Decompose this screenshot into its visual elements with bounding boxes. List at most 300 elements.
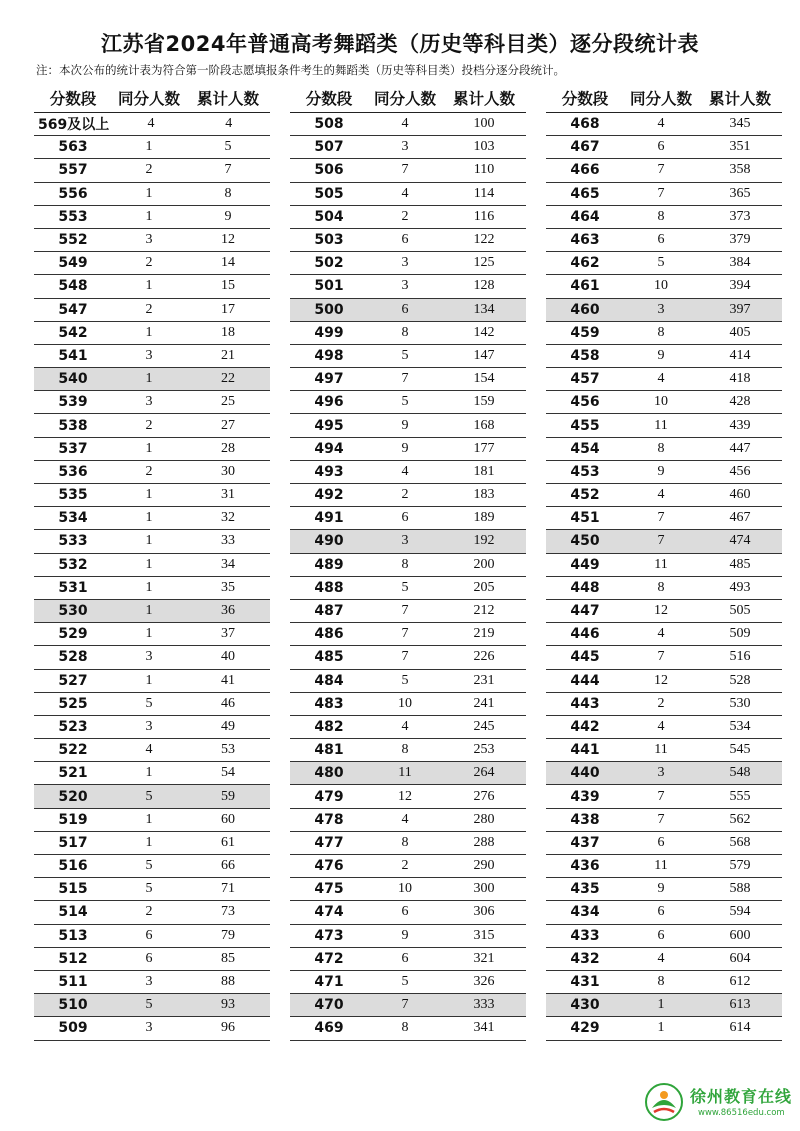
table-row bbox=[34, 785, 270, 808]
cumulative-cell: 183 bbox=[473, 487, 495, 503]
table-row bbox=[34, 484, 270, 507]
score-cell: 479 bbox=[314, 788, 344, 805]
score-cell: 454 bbox=[570, 440, 600, 457]
header-cumulative: 累计人数 bbox=[196, 90, 259, 108]
score-cell: 466 bbox=[570, 162, 600, 179]
score-cell: 516 bbox=[58, 858, 88, 875]
cumulative-cell: 200 bbox=[473, 556, 495, 572]
score-cell: 529 bbox=[58, 626, 88, 643]
table-row bbox=[290, 484, 526, 507]
cumulative-cell: 46 bbox=[221, 695, 235, 711]
score-cell: 532 bbox=[58, 556, 88, 573]
same-count-cell: 8 bbox=[657, 579, 665, 595]
score-cell: 493 bbox=[314, 463, 344, 480]
table-row bbox=[290, 994, 526, 1017]
table-row bbox=[34, 136, 270, 159]
table-row bbox=[34, 322, 270, 345]
score-cell: 547 bbox=[58, 301, 88, 318]
same-count-cell: 1 bbox=[145, 510, 153, 526]
cumulative-cell: 66 bbox=[221, 858, 235, 874]
table-row bbox=[290, 739, 526, 762]
cumulative-cell: 460 bbox=[729, 487, 751, 503]
cumulative-cell: 379 bbox=[729, 232, 751, 248]
cumulative-cell: 73 bbox=[221, 904, 235, 920]
score-cell: 430 bbox=[570, 997, 600, 1014]
table-header bbox=[290, 84, 526, 113]
same-count-cell: 11 bbox=[654, 858, 668, 874]
table-row bbox=[290, 159, 526, 182]
table-row bbox=[546, 901, 782, 924]
table-row bbox=[546, 925, 782, 948]
same-count-cell: 8 bbox=[657, 440, 665, 456]
cumulative-cell: 358 bbox=[729, 162, 751, 178]
table-row bbox=[34, 507, 270, 530]
cumulative-cell: 548 bbox=[729, 765, 751, 781]
table-row bbox=[34, 693, 270, 716]
cumulative-cell: 18 bbox=[221, 324, 235, 340]
cumulative-cell: 189 bbox=[473, 510, 495, 526]
table-row bbox=[546, 391, 782, 414]
table-row bbox=[290, 878, 526, 901]
table-row bbox=[34, 925, 270, 948]
header-cumulative: 累计人数 bbox=[708, 90, 771, 108]
same-count-cell: 5 bbox=[145, 858, 153, 874]
same-count-cell: 6 bbox=[657, 904, 665, 920]
cumulative-cell: 545 bbox=[729, 742, 751, 758]
score-cell: 432 bbox=[570, 950, 600, 967]
cumulative-cell: 60 bbox=[221, 811, 235, 827]
table-row bbox=[290, 925, 526, 948]
table-row bbox=[34, 414, 270, 437]
cumulative-cell: 467 bbox=[729, 510, 751, 526]
table-row bbox=[34, 855, 270, 878]
table-row bbox=[34, 554, 270, 577]
table-row bbox=[290, 136, 526, 159]
table-row bbox=[290, 600, 526, 623]
same-count-cell: 12 bbox=[654, 672, 668, 688]
cumulative-cell: 588 bbox=[729, 881, 751, 897]
cumulative-cell: 241 bbox=[473, 695, 495, 711]
score-cell: 542 bbox=[58, 324, 88, 341]
same-count-cell: 1 bbox=[145, 185, 153, 201]
same-count-cell: 9 bbox=[657, 347, 665, 363]
same-count-cell: 7 bbox=[657, 533, 665, 549]
header-score: 分数段 bbox=[305, 90, 353, 108]
score-cell: 440 bbox=[570, 765, 600, 782]
table-row bbox=[546, 948, 782, 971]
same-count-cell: 3 bbox=[401, 139, 409, 155]
header-same: 同分人数 bbox=[629, 90, 692, 108]
same-count-cell: 3 bbox=[145, 232, 153, 248]
cumulative-cell: 555 bbox=[729, 788, 751, 804]
cumulative-cell: 88 bbox=[221, 974, 235, 990]
same-count-cell: 7 bbox=[657, 649, 665, 665]
header-cumulative: 累计人数 bbox=[452, 90, 515, 108]
cumulative-cell: 534 bbox=[729, 718, 751, 734]
same-count-cell: 2 bbox=[145, 255, 153, 271]
table-row bbox=[290, 785, 526, 808]
table-row bbox=[34, 113, 270, 136]
same-count-cell: 8 bbox=[401, 742, 409, 758]
table-row bbox=[546, 159, 782, 182]
cumulative-cell: 25 bbox=[221, 394, 235, 410]
cumulative-cell: 8 bbox=[224, 185, 232, 201]
score-cell: 556 bbox=[58, 185, 88, 202]
table-row bbox=[546, 785, 782, 808]
table-row bbox=[546, 275, 782, 298]
score-cell: 506 bbox=[314, 162, 344, 179]
watermark-url: www.86516edu.com bbox=[698, 1108, 785, 1118]
cumulative-cell: 9 bbox=[224, 208, 232, 224]
same-count-cell: 1 bbox=[145, 603, 153, 619]
score-cell: 494 bbox=[314, 440, 344, 457]
score-cell: 553 bbox=[58, 208, 88, 225]
table-row bbox=[546, 507, 782, 530]
score-cell: 569及以上 bbox=[38, 117, 110, 134]
table-row bbox=[546, 461, 782, 484]
same-count-cell: 1 bbox=[145, 811, 153, 827]
table-row bbox=[34, 391, 270, 414]
table-row bbox=[290, 414, 526, 437]
table-row bbox=[290, 716, 526, 739]
cumulative-cell: 85 bbox=[221, 950, 235, 966]
cumulative-cell: 245 bbox=[473, 718, 495, 734]
score-cell: 509 bbox=[58, 1020, 88, 1037]
table-row bbox=[546, 414, 782, 437]
same-count-cell: 4 bbox=[147, 116, 155, 132]
same-count-cell: 12 bbox=[398, 788, 412, 804]
table-row bbox=[546, 878, 782, 901]
cumulative-cell: 22 bbox=[221, 371, 235, 387]
cumulative-cell: 116 bbox=[473, 208, 495, 224]
table-row bbox=[290, 554, 526, 577]
cumulative-cell: 428 bbox=[729, 394, 751, 410]
cumulative-cell: 418 bbox=[729, 371, 751, 387]
table-row bbox=[546, 136, 782, 159]
cumulative-cell: 7 bbox=[224, 162, 232, 178]
same-count-cell: 2 bbox=[145, 904, 153, 920]
cumulative-cell: 456 bbox=[729, 463, 751, 479]
table-row bbox=[290, 345, 526, 368]
cumulative-cell: 79 bbox=[221, 927, 235, 943]
table-row bbox=[34, 646, 270, 669]
score-cell: 499 bbox=[314, 324, 344, 341]
same-count-cell: 10 bbox=[398, 881, 412, 897]
same-count-cell: 1 bbox=[145, 487, 153, 503]
same-count-cell: 11 bbox=[654, 417, 668, 433]
cumulative-cell: 253 bbox=[473, 742, 495, 758]
same-count-cell: 1 bbox=[145, 834, 153, 850]
table-row bbox=[546, 345, 782, 368]
same-count-cell: 2 bbox=[145, 417, 153, 433]
cumulative-cell: 114 bbox=[473, 185, 495, 201]
cumulative-cell: 53 bbox=[221, 742, 235, 758]
score-cell: 496 bbox=[314, 394, 344, 411]
table-row bbox=[546, 530, 782, 553]
same-count-cell: 10 bbox=[654, 278, 668, 294]
table-row bbox=[290, 646, 526, 669]
table-row bbox=[34, 368, 270, 391]
same-count-cell: 2 bbox=[145, 301, 153, 317]
score-cell: 446 bbox=[570, 626, 600, 643]
table-row bbox=[34, 1017, 270, 1040]
same-count-cell: 2 bbox=[401, 208, 409, 224]
score-cell: 441 bbox=[570, 742, 600, 759]
score-cell: 507 bbox=[314, 139, 344, 156]
logo-icon bbox=[644, 1082, 684, 1122]
table-body bbox=[546, 113, 782, 1041]
table-row bbox=[546, 1017, 782, 1040]
table-row bbox=[34, 971, 270, 994]
table-row bbox=[290, 391, 526, 414]
cumulative-cell: 122 bbox=[473, 232, 495, 248]
score-cell: 456 bbox=[570, 394, 600, 411]
cumulative-cell: 93 bbox=[221, 997, 235, 1013]
cumulative-cell: 181 bbox=[473, 463, 495, 479]
same-count-cell: 7 bbox=[401, 371, 409, 387]
score-cell: 517 bbox=[58, 834, 88, 851]
score-cell: 519 bbox=[58, 811, 88, 828]
score-cell: 525 bbox=[58, 695, 88, 712]
same-count-cell: 7 bbox=[401, 997, 409, 1013]
same-count-cell: 7 bbox=[657, 788, 665, 804]
same-count-cell: 1 bbox=[145, 765, 153, 781]
score-cell: 492 bbox=[314, 487, 344, 504]
score-cell: 511 bbox=[58, 974, 88, 991]
same-count-cell: 3 bbox=[657, 765, 665, 781]
cumulative-cell: 384 bbox=[729, 255, 751, 271]
cumulative-cell: 333 bbox=[473, 997, 495, 1013]
cumulative-cell: 579 bbox=[729, 858, 751, 874]
score-cell: 539 bbox=[58, 394, 88, 411]
score-cell: 445 bbox=[570, 649, 600, 666]
cumulative-cell: 493 bbox=[729, 579, 751, 595]
cumulative-cell: 21 bbox=[221, 347, 235, 363]
table-row bbox=[34, 183, 270, 206]
cumulative-cell: 4 bbox=[225, 116, 233, 132]
same-count-cell: 1 bbox=[145, 556, 153, 572]
cumulative-cell: 530 bbox=[729, 695, 751, 711]
cumulative-cell: 231 bbox=[473, 672, 495, 688]
cumulative-cell: 447 bbox=[729, 440, 751, 456]
score-cell: 439 bbox=[570, 788, 600, 805]
table-row bbox=[290, 438, 526, 461]
cumulative-cell: 96 bbox=[221, 1020, 235, 1036]
same-count-cell: 10 bbox=[654, 394, 668, 410]
score-cell: 563 bbox=[58, 139, 88, 156]
table-row bbox=[34, 901, 270, 924]
score-cell: 467 bbox=[570, 139, 600, 156]
score-cell: 536 bbox=[58, 463, 88, 480]
score-cell: 537 bbox=[58, 440, 88, 457]
cumulative-cell: 128 bbox=[473, 278, 495, 294]
cumulative-cell: 226 bbox=[473, 649, 495, 665]
same-count-cell: 11 bbox=[398, 765, 412, 781]
table-row bbox=[546, 716, 782, 739]
score-cell: 500 bbox=[314, 301, 344, 318]
cumulative-cell: 341 bbox=[473, 1020, 495, 1036]
cumulative-cell: 100 bbox=[473, 116, 495, 132]
table-row bbox=[290, 971, 526, 994]
score-cell: 538 bbox=[58, 417, 88, 434]
table-row bbox=[290, 1017, 526, 1040]
table-row bbox=[546, 971, 782, 994]
table-row bbox=[546, 183, 782, 206]
cumulative-cell: 212 bbox=[473, 603, 495, 619]
score-table-column-2 bbox=[290, 84, 526, 1041]
table-row bbox=[290, 507, 526, 530]
score-cell: 488 bbox=[314, 579, 344, 596]
table-row bbox=[290, 577, 526, 600]
same-count-cell: 1 bbox=[145, 533, 153, 549]
cumulative-cell: 33 bbox=[221, 533, 235, 549]
score-cell: 501 bbox=[314, 278, 344, 295]
table-row bbox=[34, 530, 270, 553]
cumulative-cell: 35 bbox=[221, 579, 235, 595]
same-count-cell: 9 bbox=[401, 440, 409, 456]
same-count-cell: 3 bbox=[401, 278, 409, 294]
same-count-cell: 7 bbox=[401, 649, 409, 665]
same-count-cell: 4 bbox=[657, 950, 665, 966]
score-cell: 437 bbox=[570, 834, 600, 851]
cumulative-cell: 27 bbox=[221, 417, 235, 433]
same-count-cell: 4 bbox=[657, 487, 665, 503]
same-count-cell: 1 bbox=[145, 324, 153, 340]
cumulative-cell: 365 bbox=[729, 185, 751, 201]
table-row bbox=[290, 948, 526, 971]
score-cell: 435 bbox=[570, 881, 600, 898]
table-row bbox=[546, 739, 782, 762]
table-note: 注：本次公布的统计表为符合第一阶段志愿填报条件考生的舞蹈类（历史等科目类）投档分逐分段统计。 bbox=[36, 63, 565, 77]
score-cell: 498 bbox=[314, 347, 344, 364]
same-count-cell: 4 bbox=[657, 718, 665, 734]
header-same: 同分人数 bbox=[117, 90, 180, 108]
same-count-cell: 7 bbox=[401, 162, 409, 178]
score-cell: 495 bbox=[314, 417, 344, 434]
same-count-cell: 4 bbox=[657, 371, 665, 387]
same-count-cell: 6 bbox=[401, 301, 409, 317]
table-row bbox=[34, 159, 270, 182]
table-row bbox=[546, 994, 782, 1017]
score-cell: 447 bbox=[570, 603, 600, 620]
table-row bbox=[546, 577, 782, 600]
cumulative-cell: 219 bbox=[473, 626, 495, 642]
same-count-cell: 5 bbox=[145, 695, 153, 711]
same-count-cell: 1 bbox=[657, 997, 665, 1013]
table-row bbox=[34, 577, 270, 600]
cumulative-cell: 54 bbox=[221, 765, 235, 781]
score-cell: 461 bbox=[570, 278, 600, 295]
score-cell: 485 bbox=[314, 649, 344, 666]
table-row bbox=[546, 299, 782, 322]
table-row bbox=[34, 762, 270, 785]
table-row bbox=[290, 206, 526, 229]
table-row bbox=[34, 809, 270, 832]
table-row bbox=[546, 693, 782, 716]
same-count-cell: 3 bbox=[657, 301, 665, 317]
same-count-cell: 6 bbox=[657, 834, 665, 850]
table-row bbox=[34, 832, 270, 855]
table-row bbox=[546, 600, 782, 623]
same-count-cell: 8 bbox=[657, 974, 665, 990]
table-body bbox=[290, 113, 526, 1041]
header-score: 分数段 bbox=[561, 90, 609, 108]
same-count-cell: 6 bbox=[657, 139, 665, 155]
table-row bbox=[290, 299, 526, 322]
table-row bbox=[546, 322, 782, 345]
score-cell: 549 bbox=[58, 255, 88, 272]
score-cell: 457 bbox=[570, 371, 600, 388]
score-cell: 510 bbox=[58, 997, 88, 1014]
same-count-cell: 5 bbox=[401, 974, 409, 990]
same-count-cell: 1 bbox=[145, 371, 153, 387]
table-row bbox=[546, 646, 782, 669]
score-cell: 471 bbox=[314, 974, 344, 991]
cumulative-cell: 147 bbox=[473, 347, 495, 363]
score-cell: 464 bbox=[570, 208, 600, 225]
cumulative-cell: 5 bbox=[224, 139, 232, 155]
cumulative-cell: 326 bbox=[473, 974, 495, 990]
same-count-cell: 7 bbox=[401, 626, 409, 642]
score-table-column-3 bbox=[546, 84, 782, 1041]
table-row bbox=[34, 299, 270, 322]
table-row bbox=[34, 716, 270, 739]
header-same: 同分人数 bbox=[373, 90, 436, 108]
cumulative-cell: 205 bbox=[473, 579, 495, 595]
table-row bbox=[290, 113, 526, 136]
same-count-cell: 12 bbox=[654, 603, 668, 619]
score-cell: 512 bbox=[58, 950, 88, 967]
table-row bbox=[34, 252, 270, 275]
score-cell: 475 bbox=[314, 881, 344, 898]
score-cell: 508 bbox=[314, 116, 344, 133]
same-count-cell: 3 bbox=[401, 255, 409, 271]
score-cell: 527 bbox=[58, 672, 88, 689]
cumulative-cell: 14 bbox=[221, 255, 235, 271]
score-cell: 491 bbox=[314, 510, 344, 527]
cumulative-cell: 568 bbox=[729, 834, 751, 850]
same-count-cell: 7 bbox=[657, 510, 665, 526]
table-row bbox=[290, 229, 526, 252]
score-cell: 452 bbox=[570, 487, 600, 504]
cumulative-cell: 600 bbox=[729, 927, 751, 943]
table-row bbox=[290, 855, 526, 878]
same-count-cell: 3 bbox=[145, 974, 153, 990]
same-count-cell: 3 bbox=[145, 394, 153, 410]
same-count-cell: 5 bbox=[145, 997, 153, 1013]
table-row bbox=[34, 229, 270, 252]
same-count-cell: 1 bbox=[145, 139, 153, 155]
cumulative-cell: 30 bbox=[221, 463, 235, 479]
same-count-cell: 8 bbox=[401, 556, 409, 572]
score-cell: 530 bbox=[58, 603, 88, 620]
table-row bbox=[546, 832, 782, 855]
same-count-cell: 3 bbox=[145, 649, 153, 665]
table-row bbox=[290, 762, 526, 785]
cumulative-cell: 439 bbox=[729, 417, 751, 433]
same-count-cell: 3 bbox=[401, 533, 409, 549]
cumulative-cell: 509 bbox=[729, 626, 751, 642]
cumulative-cell: 397 bbox=[729, 301, 751, 317]
score-cell: 535 bbox=[58, 487, 88, 504]
table-row bbox=[34, 206, 270, 229]
cumulative-cell: 345 bbox=[729, 116, 751, 132]
score-cell: 502 bbox=[314, 255, 344, 272]
same-count-cell: 6 bbox=[145, 927, 153, 943]
same-count-cell: 1 bbox=[145, 208, 153, 224]
score-cell: 541 bbox=[58, 347, 88, 364]
cumulative-cell: 290 bbox=[473, 858, 495, 874]
